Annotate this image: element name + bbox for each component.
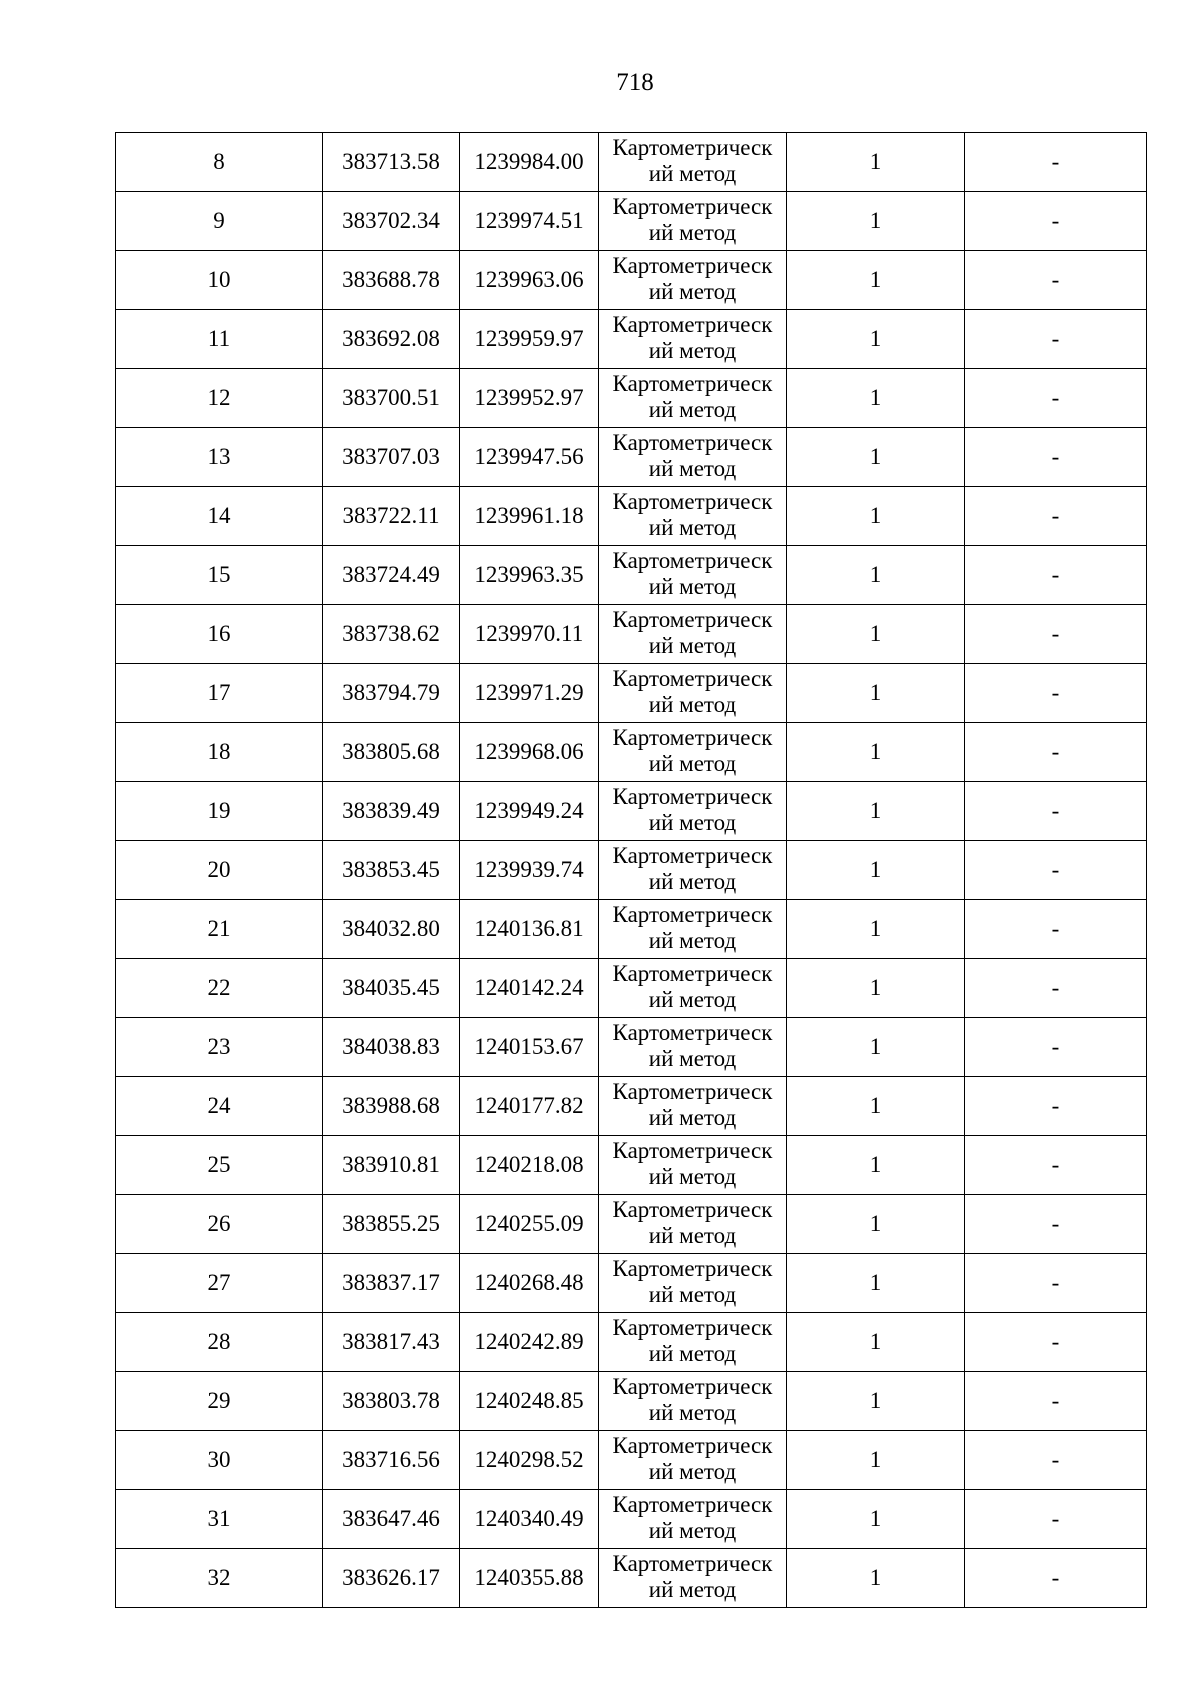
y-coordinate-cell: 1240355.88: [460, 1549, 599, 1608]
method-cell: [599, 841, 787, 900]
table-row: [116, 959, 1147, 1018]
value-cell: 1: [787, 782, 965, 841]
value-cell: 1: [787, 1136, 965, 1195]
x-coordinate-cell: 383839.49: [323, 782, 460, 841]
x-coordinate-cell: 383688.78: [323, 251, 460, 310]
y-coordinate-cell: 1240142.24: [460, 959, 599, 1018]
table-row: [116, 1431, 1147, 1490]
coordinates-table: [115, 132, 1147, 1608]
method-cell: [599, 1549, 787, 1608]
y-coordinate-cell: 1240268.48: [460, 1254, 599, 1313]
y-coordinate-cell: 1240218.08: [460, 1136, 599, 1195]
x-coordinate-cell: 383853.45: [323, 841, 460, 900]
table-row: [116, 1254, 1147, 1313]
y-coordinate-cell: 1240136.81: [460, 900, 599, 959]
point-number-cell: 25: [116, 1136, 323, 1195]
dash-cell: -: [965, 841, 1147, 900]
point-number-cell: 16: [116, 605, 323, 664]
value-cell: 1: [787, 1490, 965, 1549]
method-cell: [599, 133, 787, 192]
y-coordinate-cell: 1240177.82: [460, 1077, 599, 1136]
method-text: Картометрический метод: [612, 1551, 773, 1602]
table-row: [116, 841, 1147, 900]
x-coordinate-cell: 383724.49: [323, 546, 460, 605]
value-cell: 1: [787, 428, 965, 487]
table-row: [116, 133, 1147, 192]
y-coordinate-cell: 1239949.24: [460, 782, 599, 841]
dash-cell: -: [965, 133, 1147, 192]
method-cell: [599, 1018, 787, 1077]
x-coordinate-cell: 383738.62: [323, 605, 460, 664]
method-text: Картометрический метод: [612, 430, 773, 481]
x-coordinate-cell: 384038.83: [323, 1018, 460, 1077]
dash-cell: -: [965, 251, 1147, 310]
x-coordinate-cell: 383837.17: [323, 1254, 460, 1313]
method-cell: [599, 1490, 787, 1549]
x-coordinate-cell: 383794.79: [323, 664, 460, 723]
dash-cell: -: [965, 1195, 1147, 1254]
method-text: Картометрический метод: [612, 1020, 773, 1071]
method-text: Картометрический метод: [612, 902, 773, 953]
value-cell: 1: [787, 664, 965, 723]
dash-cell: -: [965, 1136, 1147, 1195]
dash-cell: -: [965, 487, 1147, 546]
method-text: Картометрический метод: [612, 1315, 773, 1366]
point-number-cell: 24: [116, 1077, 323, 1136]
table-row: [116, 251, 1147, 310]
y-coordinate-cell: 1239970.11: [460, 605, 599, 664]
method-text: Картометрический метод: [612, 253, 773, 304]
y-coordinate-cell: 1239974.51: [460, 192, 599, 251]
method-cell: [599, 1195, 787, 1254]
x-coordinate-cell: 383713.58: [323, 133, 460, 192]
method-text: Картометрический метод: [612, 371, 773, 422]
value-cell: 1: [787, 723, 965, 782]
method-text: Картометрический метод: [612, 1433, 773, 1484]
method-text: Картометрический метод: [612, 1138, 773, 1189]
method-text: Картометрический метод: [612, 489, 773, 540]
method-cell: [599, 1372, 787, 1431]
point-number-cell: 15: [116, 546, 323, 605]
x-coordinate-cell: 384032.80: [323, 900, 460, 959]
table-row: [116, 192, 1147, 251]
value-cell: 1: [787, 487, 965, 546]
method-cell: [599, 1313, 787, 1372]
point-number-cell: 14: [116, 487, 323, 546]
x-coordinate-cell: 383692.08: [323, 310, 460, 369]
point-number-cell: 12: [116, 369, 323, 428]
method-cell: [599, 369, 787, 428]
method-cell: [599, 664, 787, 723]
value-cell: 1: [787, 369, 965, 428]
method-text: Картометрический метод: [612, 135, 773, 186]
dash-cell: -: [965, 1254, 1147, 1313]
point-number-cell: 17: [116, 664, 323, 723]
y-coordinate-cell: 1239947.56: [460, 428, 599, 487]
value-cell: 1: [787, 1018, 965, 1077]
method-text: Картометрический метод: [612, 961, 773, 1012]
table-row: [116, 310, 1147, 369]
point-number-cell: 28: [116, 1313, 323, 1372]
method-cell: [599, 487, 787, 546]
y-coordinate-cell: 1239939.74: [460, 841, 599, 900]
x-coordinate-cell: 383855.25: [323, 1195, 460, 1254]
dash-cell: -: [965, 1431, 1147, 1490]
point-number-cell: 22: [116, 959, 323, 1018]
y-coordinate-cell: 1240255.09: [460, 1195, 599, 1254]
table-row: [116, 1077, 1147, 1136]
method-text: Картометрический метод: [612, 312, 773, 363]
dash-cell: -: [965, 782, 1147, 841]
table-row: [116, 782, 1147, 841]
table-row: [116, 1549, 1147, 1608]
x-coordinate-cell: 383722.11: [323, 487, 460, 546]
x-coordinate-cell: 383817.43: [323, 1313, 460, 1372]
y-coordinate-cell: 1239961.18: [460, 487, 599, 546]
point-number-cell: 18: [116, 723, 323, 782]
method-text: Картометрический метод: [612, 1492, 773, 1543]
dash-cell: -: [965, 1549, 1147, 1608]
method-text: Картометрический метод: [612, 194, 773, 245]
point-number-cell: 8: [116, 133, 323, 192]
x-coordinate-cell: 383805.68: [323, 723, 460, 782]
method-text: Картометрический метод: [612, 843, 773, 894]
method-cell: [599, 1136, 787, 1195]
method-text: Картометрический метод: [612, 784, 773, 835]
method-text: Картометрический метод: [612, 1374, 773, 1425]
table-row: [116, 1136, 1147, 1195]
method-cell: [599, 1077, 787, 1136]
y-coordinate-cell: 1239959.97: [460, 310, 599, 369]
value-cell: 1: [787, 841, 965, 900]
method-cell: [599, 192, 787, 251]
table-row: [116, 664, 1147, 723]
table-row: [116, 369, 1147, 428]
y-coordinate-cell: 1239984.00: [460, 133, 599, 192]
point-number-cell: 23: [116, 1018, 323, 1077]
point-number-cell: 27: [116, 1254, 323, 1313]
table-row: [116, 1372, 1147, 1431]
x-coordinate-cell: 383626.17: [323, 1549, 460, 1608]
table-row: [116, 428, 1147, 487]
x-coordinate-cell: 383700.51: [323, 369, 460, 428]
value-cell: 1: [787, 1372, 965, 1431]
table-row: [116, 900, 1147, 959]
page-number: 718: [616, 69, 654, 96]
y-coordinate-cell: 1239963.35: [460, 546, 599, 605]
value-cell: 1: [787, 546, 965, 605]
table-row: [116, 1313, 1147, 1372]
table-row: [116, 605, 1147, 664]
method-cell: [599, 251, 787, 310]
method-text: Картометрический метод: [612, 1256, 773, 1307]
coordinates-table-body: [116, 133, 1147, 1608]
value-cell: 1: [787, 251, 965, 310]
table-row: [116, 1195, 1147, 1254]
method-cell: [599, 428, 787, 487]
point-number-cell: 29: [116, 1372, 323, 1431]
method-cell: [599, 900, 787, 959]
x-coordinate-cell: 383988.68: [323, 1077, 460, 1136]
method-text: Картометрический метод: [612, 607, 773, 658]
y-coordinate-cell: 1239952.97: [460, 369, 599, 428]
y-coordinate-cell: 1239963.06: [460, 251, 599, 310]
dash-cell: -: [965, 1018, 1147, 1077]
method-cell: [599, 723, 787, 782]
value-cell: 1: [787, 1549, 965, 1608]
x-coordinate-cell: 383702.34: [323, 192, 460, 251]
dash-cell: -: [965, 1313, 1147, 1372]
method-cell: [599, 1254, 787, 1313]
dash-cell: -: [965, 900, 1147, 959]
method-text: Картометрический метод: [612, 725, 773, 776]
method-cell: [599, 1431, 787, 1490]
method-cell: [599, 782, 787, 841]
dash-cell: -: [965, 546, 1147, 605]
method-cell: [599, 959, 787, 1018]
point-number-cell: 19: [116, 782, 323, 841]
value-cell: 1: [787, 900, 965, 959]
y-coordinate-cell: 1240298.52: [460, 1431, 599, 1490]
method-cell: [599, 546, 787, 605]
table-row: [116, 546, 1147, 605]
dash-cell: -: [965, 428, 1147, 487]
point-number-cell: 32: [116, 1549, 323, 1608]
method-cell: [599, 605, 787, 664]
dash-cell: -: [965, 310, 1147, 369]
dash-cell: -: [965, 959, 1147, 1018]
point-number-cell: 26: [116, 1195, 323, 1254]
value-cell: 1: [787, 605, 965, 664]
table-row: [116, 1018, 1147, 1077]
point-number-cell: 21: [116, 900, 323, 959]
dash-cell: -: [965, 1077, 1147, 1136]
value-cell: 1: [787, 310, 965, 369]
point-number-cell: 9: [116, 192, 323, 251]
method-text: Картометрический метод: [612, 1197, 773, 1248]
y-coordinate-cell: 1239968.06: [460, 723, 599, 782]
y-coordinate-cell: 1240153.67: [460, 1018, 599, 1077]
value-cell: 1: [787, 192, 965, 251]
y-coordinate-cell: 1240248.85: [460, 1372, 599, 1431]
x-coordinate-cell: 383647.46: [323, 1490, 460, 1549]
point-number-cell: 20: [116, 841, 323, 900]
value-cell: 1: [787, 1254, 965, 1313]
method-text: Картометрический метод: [612, 1079, 773, 1130]
y-coordinate-cell: 1239971.29: [460, 664, 599, 723]
method-text: Картометрический метод: [612, 548, 773, 599]
value-cell: 1: [787, 1431, 965, 1490]
point-number-cell: 10: [116, 251, 323, 310]
value-cell: 1: [787, 1195, 965, 1254]
dash-cell: -: [965, 664, 1147, 723]
dash-cell: -: [965, 723, 1147, 782]
x-coordinate-cell: 383716.56: [323, 1431, 460, 1490]
value-cell: 1: [787, 133, 965, 192]
y-coordinate-cell: 1240242.89: [460, 1313, 599, 1372]
value-cell: 1: [787, 959, 965, 1018]
value-cell: 1: [787, 1077, 965, 1136]
x-coordinate-cell: 384035.45: [323, 959, 460, 1018]
x-coordinate-cell: 383910.81: [323, 1136, 460, 1195]
point-number-cell: 13: [116, 428, 323, 487]
dash-cell: -: [965, 192, 1147, 251]
x-coordinate-cell: 383803.78: [323, 1372, 460, 1431]
table-row: [116, 487, 1147, 546]
dash-cell: -: [965, 1372, 1147, 1431]
x-coordinate-cell: 383707.03: [323, 428, 460, 487]
table-row: [116, 723, 1147, 782]
method-cell: [599, 310, 787, 369]
method-text: Картометрический метод: [612, 666, 773, 717]
dash-cell: -: [965, 605, 1147, 664]
point-number-cell: 30: [116, 1431, 323, 1490]
dash-cell: -: [965, 369, 1147, 428]
dash-cell: -: [965, 1490, 1147, 1549]
table-row: [116, 1490, 1147, 1549]
y-coordinate-cell: 1240340.49: [460, 1490, 599, 1549]
value-cell: 1: [787, 1313, 965, 1372]
point-number-cell: 11: [116, 310, 323, 369]
point-number-cell: 31: [116, 1490, 323, 1549]
